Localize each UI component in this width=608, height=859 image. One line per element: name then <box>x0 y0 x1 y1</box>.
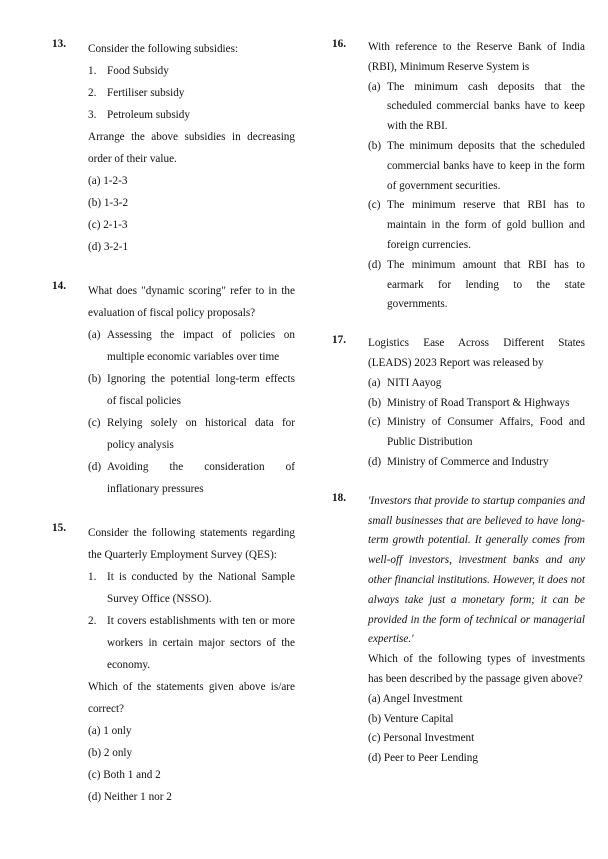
option-marker: (c) <box>368 199 381 212</box>
left-column <box>0 38 300 808</box>
answer-option <box>88 324 295 368</box>
answer-option <box>368 256 585 315</box>
answer-option: (a) 1-2-3 <box>88 175 128 187</box>
option-text: Ministry of Commerce and Industry <box>387 455 549 468</box>
answer-option: (c) Both 1 and 2 <box>88 769 161 781</box>
question-stem: What does "dynamic scoring" refer to in the evaluation of fiscal policy proposals? <box>88 285 295 319</box>
option-text: NITI Aayog <box>387 376 442 389</box>
item-text: Fertiliser subsidy <box>107 87 185 99</box>
item-text: It covers establishments with ten or more workers in certain major sectors of the economy. <box>107 615 295 671</box>
answer-option: (d) Neither 1 nor 2 <box>88 791 172 803</box>
option-text: Avoiding the consideration of inflationary pressures <box>107 461 295 495</box>
question-17 <box>310 334 586 473</box>
answer-option: (c) Personal Investment <box>368 732 475 745</box>
option-marker: (a) <box>368 80 381 93</box>
question-number: 14. <box>52 280 66 292</box>
item-text: Food Subsidy <box>107 65 169 77</box>
answer-option <box>368 453 585 473</box>
question-number: 17. <box>332 334 346 347</box>
answer-option <box>368 137 585 196</box>
answer-option: (b) 1-3-2 <box>88 197 129 209</box>
question-stem: Consider the following subsidies: <box>88 43 239 55</box>
option-text: The minimum reserve that RBI has to maintain in the form of gold bullion and foreign currencies. <box>387 199 585 251</box>
right-column <box>310 38 586 769</box>
list-item <box>88 82 295 104</box>
option-marker: (a) <box>88 329 101 341</box>
option-text: Ignoring the potential long-term effects of fiscal policies <box>107 373 295 407</box>
answer-option <box>88 368 295 412</box>
item-marker: 2. <box>88 87 97 99</box>
option-text: The minimum amount that RBI has to earmark for lending to the state governments. <box>387 258 585 311</box>
answer-option <box>88 412 295 456</box>
list-item <box>88 104 295 126</box>
option-text: The minimum cash deposits that the scheduled commercial banks have to keep with the RBI. <box>387 80 585 133</box>
list-item <box>88 566 295 610</box>
option-text: Ministry of Road Transport & Highways <box>387 396 570 409</box>
list-item <box>88 60 295 82</box>
answer-option <box>368 394 585 414</box>
option-marker: (b) <box>368 396 382 409</box>
question-number: 15. <box>52 522 66 534</box>
item-text: It is conducted by the National Sample Survey Office (NSSO). <box>107 571 295 605</box>
question-stem: Consider the following statements regarding the Quarterly Employment Survey (QES): <box>88 527 295 561</box>
item-marker: 3. <box>88 109 97 121</box>
option-text: Ministry of Consumer Affairs, Food and Public Distribution <box>387 416 585 449</box>
question-instruction: Arrange the above subsidies in decreasing order of their value. <box>88 131 295 165</box>
question-18 <box>310 492 586 769</box>
option-text: Relying solely on historical data for policy analysis <box>107 417 295 451</box>
answer-option: (b) 2 only <box>88 747 133 759</box>
item-marker: 1. <box>88 65 97 77</box>
question-14 <box>0 280 300 500</box>
question-stem: With reference to the Reserve Bank of India (RBI), Minimum Reserve System is <box>368 41 585 73</box>
answer-option <box>368 413 585 453</box>
answer-option <box>88 456 295 500</box>
item-text: Petroleum subsidy <box>107 109 190 121</box>
answer-option: (a) Angel Investment <box>368 692 463 705</box>
question-15 <box>0 522 300 808</box>
option-marker: (c) <box>88 417 101 429</box>
answer-option: (b) Venture Capital <box>368 712 454 725</box>
answer-option <box>368 78 585 137</box>
option-marker: (d) <box>368 258 382 271</box>
option-marker: (d) <box>368 455 382 468</box>
question-13 <box>0 38 300 258</box>
option-text: The minimum deposits that the scheduled commercial banks have to keep in the form of government securities. <box>387 139 585 192</box>
question-number: 16. <box>332 38 346 50</box>
list-item <box>88 610 295 676</box>
answer-option: (d) 3-2-1 <box>88 241 129 253</box>
option-marker: (d) <box>88 461 102 473</box>
item-marker: 1. <box>88 571 97 583</box>
option-marker: (c) <box>368 416 381 429</box>
answer-option <box>368 374 585 394</box>
answer-option: (d) Peer to Peer Lending <box>368 752 478 765</box>
question-stem: Which of the following types of investments has been described by the passage given above? <box>368 653 585 685</box>
option-marker: (a) <box>368 376 381 389</box>
answer-option: (a) 1 only <box>88 725 132 737</box>
question-number: 18. <box>332 491 346 504</box>
answer-option: (c) 2-1-3 <box>88 219 128 231</box>
question-stem: Logistics Ease Across Different States (LEADS) 2023 Report was released by <box>368 337 585 369</box>
answer-option <box>368 196 585 255</box>
option-text: Assessing the impact of policies on multiple economic variables over time <box>107 329 295 363</box>
question-instruction: Which of the statements given above is/are correct? <box>88 681 295 715</box>
question-16 <box>310 38 586 315</box>
passage-text: 'Investors that provide to startup companies and small businesses that are believed to have long-term growth potential. It generally comes from well-off investors, investment banks and any other financial institutions. However, it does not always take just a monetary form; it can be provided in the form of technical or managerial expertise.' <box>368 494 585 646</box>
option-marker: (b) <box>368 139 382 152</box>
question-number: 13. <box>52 38 66 50</box>
item-marker: 2. <box>88 615 97 627</box>
option-marker: (b) <box>88 373 102 385</box>
